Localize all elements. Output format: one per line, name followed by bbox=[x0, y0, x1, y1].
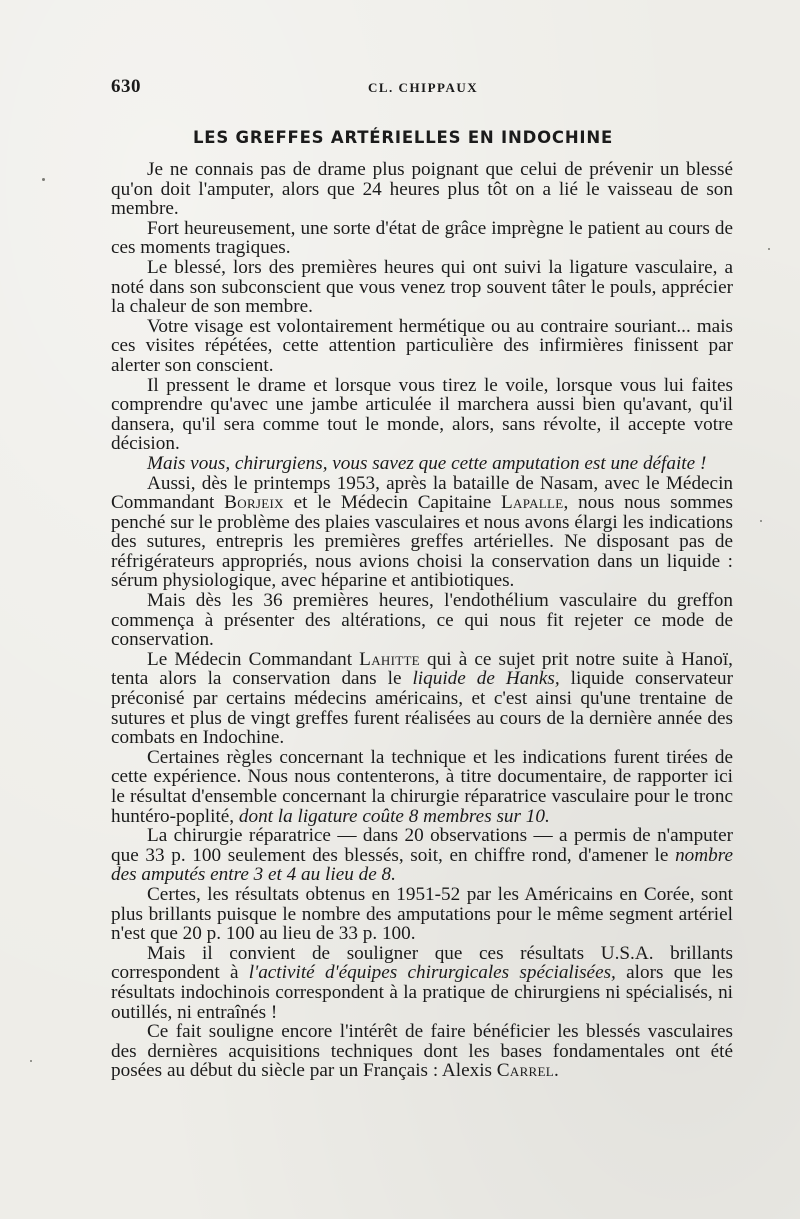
italic-amputation-count: nombre des amputés entre 3 et 4 au lieu de 8. bbox=[111, 844, 733, 886]
paragraph-10-text-1: Certaines règles concernant la technique et les indications furent tirées de cette expérience. Nous nous contenterons, à titre documentaire, de rapporter ici le résultat d'ensemble concernant la chirurgie réparatrice vasculaire pour le tronc huntéro-poplité, bbox=[111, 746, 733, 827]
paragraph-14 bbox=[111, 1022, 733, 1081]
article-title: LES GREFFES ARTÉRIELLES EN INDOCHINE bbox=[192, 128, 614, 147]
page-number: 630 bbox=[111, 76, 141, 97]
surname-lahitte: Lahitte bbox=[359, 648, 420, 670]
paragraph-14-text-2: . bbox=[554, 1060, 559, 1082]
italic-statement: Mais vous, chirurgiens, vous savez que cette amputation est une défaite ! bbox=[147, 452, 707, 474]
paragraph-13-text-2: alors que les résultats indochinois correspondent à la pratique de chirurgiens ni spécialisés, ni outillés, ni entraînés ! bbox=[111, 962, 733, 1023]
paragraph-4: Votre visage est volontairement hermétique ou au contraire souriant... mais ces visites répétées, cette attention particulière des infirmières finissent par alerter son conscient. bbox=[111, 315, 733, 376]
paragraph-5: Il pressent le drame et lorsque vous tirez le voile, lorsque vous lui faites comprendre qu'avec une jambe articulée il marchera aussi bien qu'avant, qu'il dansera, qu'il sera comme tout le monde, alors, sans révolte, il accepte votre décision. bbox=[111, 374, 733, 455]
italic-liquide-de-hanks: liquide de Hanks, bbox=[412, 668, 560, 690]
italic-ligature-ratio: dont la ligature coûte 8 membres sur 10. bbox=[238, 805, 550, 827]
scan-speck bbox=[30, 1060, 32, 1062]
scan-speck bbox=[768, 248, 770, 250]
paragraph-10 bbox=[111, 748, 733, 826]
surname-carrel: Carrel bbox=[496, 1060, 555, 1082]
paragraph-2: Fort heureusement, une sorte d'état de grâce imprègne le patient au cours de ces moments tragiques. bbox=[111, 217, 733, 259]
paragraph-13 bbox=[111, 944, 733, 1022]
scan-speck bbox=[760, 520, 762, 522]
paragraph-3: Le blessé, lors des premières heures qui ont suivi la ligature vasculaire, a noté dans son subconscient que vous venez trop souvent tâter le pouls, apprécier la chaleur de son membre. bbox=[111, 256, 733, 318]
scan-speck bbox=[42, 178, 45, 181]
paragraph-7 bbox=[111, 474, 733, 592]
paragraph-14-text-1: Ce fait souligne encore l'intérêt de faire bénéficier les blessés vasculaires des dernières acquisitions techniques dont les bases fondamentales ont été posées au début du siècle par un Français : Alexis bbox=[111, 1021, 733, 1082]
paragraph-1: Je ne connais pas de drame plus poignant que celui de prévenir un blessé qu'on doit l'amputer, alors que 24 heures plus tôt on a lié le vaisseau de son membre. bbox=[111, 159, 733, 220]
surname-lapalle: Lapalle bbox=[501, 492, 564, 514]
paragraph-7-text-1: Aussi, dès le printemps 1953, après la bataille de Nasam, avec le Médecin Commandant bbox=[111, 472, 733, 514]
paragraph-11 bbox=[111, 826, 733, 885]
surname-borjeix: Borjeix bbox=[224, 492, 284, 514]
paragraph-9-text-2: qui à ce sujet prit notre suite à Hanoï, tenta alors la conservation dans le bbox=[111, 648, 733, 690]
paragraph-12: Certes, les résultats obtenus en 1951-52 par les Américains en Corée, sont plus brillants puisque le nombre des amputations pour le même segment artériel n'est que 20 p. 100 au lieu de 33 p. 100. bbox=[111, 883, 733, 945]
paragraph-7-text-2: et le Médecin Capitaine bbox=[283, 492, 502, 514]
paragraph-9-text-1: Le Médecin Commandant bbox=[147, 648, 360, 670]
running-head bbox=[111, 76, 731, 100]
italic-specialized-teams: l'activité d'équipes chirurgicales spécialisées, bbox=[248, 962, 616, 984]
paragraph-11-text-1: La chirurgie réparatrice — dans 20 observations — a permis de n'amputer que 33 p. 100 seulement des blessés, soit, en chiffre rond, d'amener le bbox=[111, 825, 733, 866]
paragraph-8: Mais dès les 36 premières heures, l'endothélium vasculaire du greffon commença à présenter des altérations, ce qui nous fit rejeter ce mode de conservation. bbox=[111, 590, 733, 651]
paragraph-9-text-3: liquide conservateur préconisé par certains médecins américains, et c'est ainsi qu'une trentaine de sutures et plus de vingt greffes furent réalisées au cours de la dernière année des combats en Indochine. bbox=[111, 668, 733, 749]
paragraph-13-text-1: Mais il convient de souligner que ces résultats U.S.A. brillants correspondent à bbox=[111, 942, 733, 984]
paragraph-9 bbox=[111, 650, 733, 748]
article-body bbox=[111, 160, 733, 1081]
paragraph-7-text-3: , nous nous sommes penché sur le problème des plaies vasculaires et nous avons élargi les indications des sutures, entrepris les premières greffes artérielles. Ne disposant pas de réfrigérateurs appropriés, nous avions choisi la conservation dans un liquide : sérum physiologique, avec héparine et antibiotiques. bbox=[111, 492, 733, 592]
paragraph-6 bbox=[111, 454, 733, 474]
running-author: CL. CHIPPAUX bbox=[368, 80, 479, 95]
